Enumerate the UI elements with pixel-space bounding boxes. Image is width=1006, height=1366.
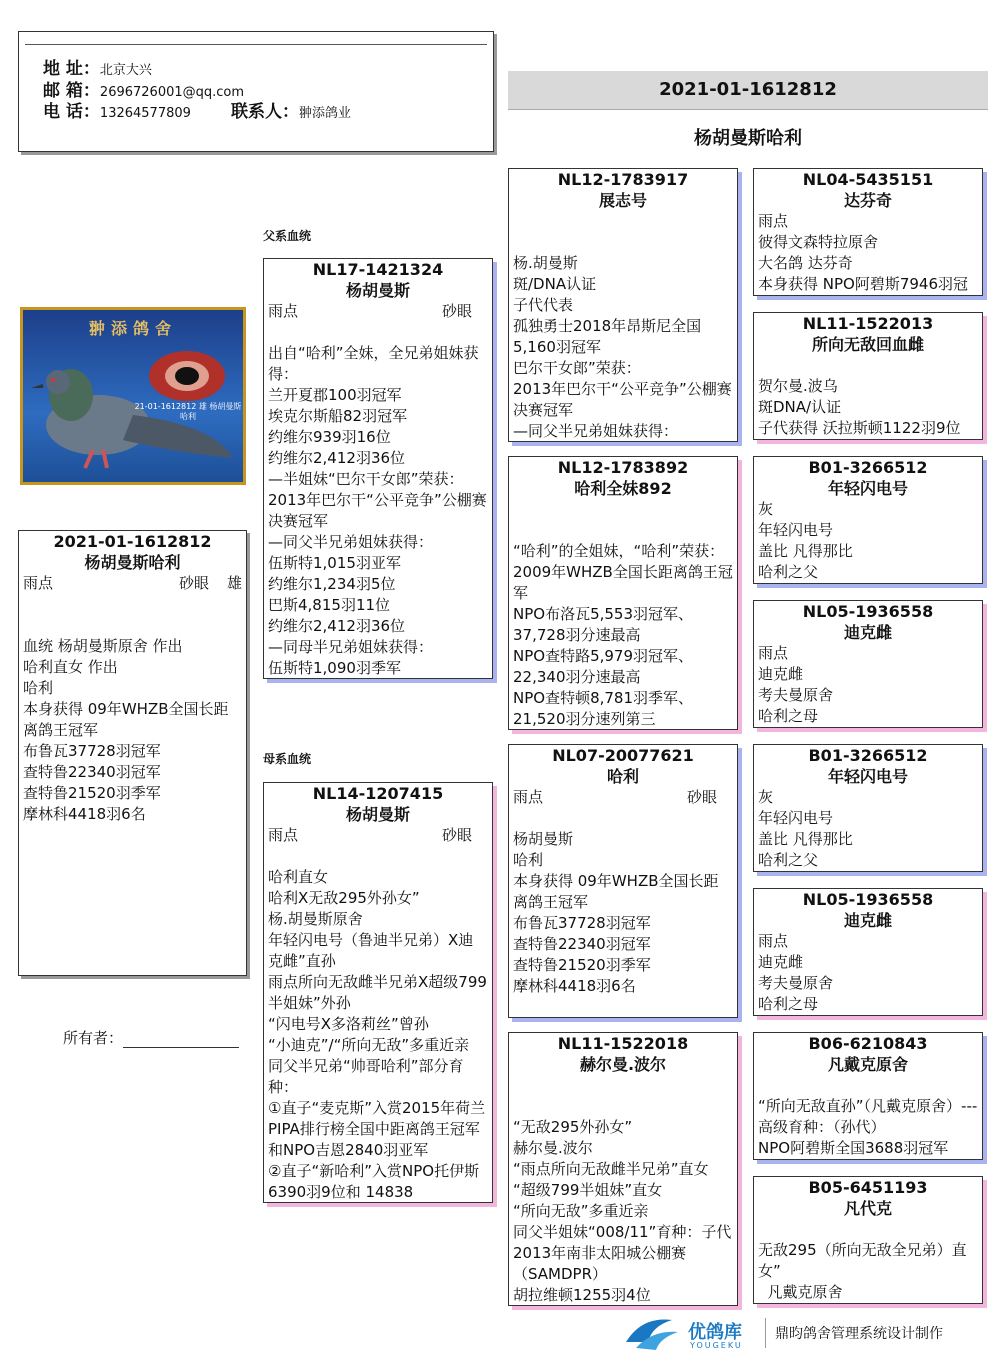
email-label: 邮 箱：: [43, 81, 100, 101]
dam-sire-ring: NL07-20077621: [552, 746, 694, 765]
sire-dam-name: 哈利全妹892: [574, 479, 672, 498]
dam-dam-name: 赫尔曼.波尔: [579, 1055, 667, 1074]
email-value: 2696726001@qq.com: [99, 85, 245, 100]
dam-section-label: 母系血统: [263, 752, 312, 766]
sire-dam-notes: “哈利”的全姐妹，“哈利”荣获： 2009年WHZB全国长距离鸽王冠军 NPO布洛瓦5,553羽冠军、37,728羽分速最高 NPO查特路5,979羽冠军、22,340羽分速最高 NPO查特顿8,781羽季军、21,520羽分速列第三: [513, 542, 733, 728]
gg-ring: B01-3266512: [808, 746, 928, 765]
contact-person-row: [231, 97, 351, 122]
dam-sire-traits: [509, 787, 737, 808]
sire-sire-notes: 杨.胡曼斯 斑/DNA认证 子代代表 孤独勇士2018年昂斯尼全国5,160羽冠军 巴尔干女郎”荣获： 2013年巴尔干“公平竞争”公棚赛决赛冠军 —同父半兄弟姐妹获得：: [513, 254, 732, 440]
gg-ring: NL11-1522013: [802, 314, 934, 333]
contact-person-value: 翀添鸽业: [299, 106, 352, 121]
sire-sire-ring: NL12-1783917: [557, 170, 689, 189]
gg-card-5: [753, 744, 983, 872]
title-name: 杨胡曼斯哈利: [694, 128, 802, 149]
gg-card-4: [753, 600, 983, 728]
sire-color: 雨点: [268, 302, 299, 320]
sire-eye: 砂眼: [441, 302, 472, 320]
subject-color: 雨点: [23, 574, 54, 592]
gg-ring: B06-6210843: [808, 1034, 928, 1053]
gg-name: 凡戴克原舍: [827, 1055, 908, 1074]
sire-name: 杨胡曼斯: [345, 281, 410, 300]
sire-dam-card: [508, 456, 738, 730]
dam-sire-eye: 砂眼: [686, 788, 717, 806]
sire-card: [263, 258, 493, 679]
gg-name: 年轻闪电号: [827, 767, 908, 786]
phone-row: [43, 97, 191, 122]
dam-dam-notes: “无敌295外孙女” 赫尔曼.波尔 “雨点所向无敌雌半兄弟”直女 “超级799半姐妹”直女 “所向无敌”多重近亲 同父半姐妹“008/11”育种：子代2013年南非太阳城公棚赛（SAMDPR） 胡拉维顿1255羽4位: [513, 1118, 732, 1304]
gg-card-6: [753, 888, 983, 1016]
photo-banner: 翀添鸽舍: [88, 319, 177, 338]
gg-name: 迪克雌: [843, 623, 892, 642]
dam-dam-ring: NL11-1522018: [557, 1034, 689, 1053]
sire-section-label: 父系血统: [263, 229, 312, 243]
gg-notes: 灰 年轻闪电号 盖比 凡得那比 哈利之父: [758, 788, 853, 869]
gg-notes: 雨点 彼得文森特拉原舍 大名鸽 达芬奇 本身获得 NPO阿碧斯7946羽冠: [758, 212, 969, 293]
subject-card: [18, 530, 247, 976]
address-label: 地 址：: [43, 59, 100, 79]
gg-name: 所向无敌回血雌: [811, 335, 924, 354]
address-value: 北京大兴: [99, 63, 152, 78]
gg-card-2: [753, 312, 983, 440]
phone-label: 电 话：: [43, 102, 100, 122]
eye-image: [147, 350, 227, 402]
contact-box: [18, 31, 494, 152]
phone-value: 13264577809: [99, 106, 191, 121]
gg-name: 达芬奇: [843, 191, 892, 210]
photo-caption: 21-01-1612812 雄 杨胡曼斯哈利: [134, 402, 242, 421]
title-ring: 2021-01-1612812: [659, 79, 837, 100]
gg-notes: 雨点 迪克雌 考夫曼原舍 哈利之母: [758, 932, 834, 1013]
dam-ring: NL14-1207415: [312, 784, 444, 803]
owner-line: [63, 1027, 239, 1048]
gg-card-8: [753, 1176, 983, 1304]
gg-notes: “所向无敌直孙”（凡戴克原舍）---高级育种：（孙代） NPO阿碧斯全国3688羽冠军: [758, 1097, 978, 1157]
gg-notes: 无敌295（所向无敌全兄弟）直女” 凡戴克原舍: [758, 1241, 967, 1301]
owner-label: 所有者：: [63, 1029, 124, 1047]
gg-name: 凡代克: [843, 1199, 892, 1218]
gg-notes: 雨点 迪克雌 考夫曼原舍 哈利之母: [758, 644, 834, 725]
sire-sire-name: 展志号: [598, 191, 647, 210]
gg-ring: NL04-5435151: [802, 170, 934, 189]
gg-name: 年轻闪电号: [827, 479, 908, 498]
logo-text: 优鸽库: [688, 1322, 742, 1343]
subject-name: 杨胡曼斯哈利: [84, 553, 181, 572]
subject-traits: [19, 573, 246, 594]
subject-sex: 雄: [226, 574, 242, 592]
subject-notes: 血统 杨胡曼斯原舍 作出 哈利直女 作出 哈利 本身获得 09年WHZB全国长距离鸽王冠军 布鲁瓦37728羽冠军 查特鲁22340羽冠军 查特鲁21520羽季军 摩林科4418羽6名: [23, 637, 229, 823]
dam-notes: 哈利直女 哈利X无敌295外孙女” 杨.胡曼斯原舍 年轻闪电号（鲁迪半兄弟）X迪克雌”直孙 雨点所向无敌雌半兄弟X超级799半姐妹”外孙 “闪电号X多洛莉丝”曾孙 “小迪克”/“所向无敌”多重近亲 同父半兄弟“帅哥哈利”部分育种： ①直子“麦克斯”入赏2015年荷兰PIPA排行榜全国中距离鸽王冠军和NPO吉恩2840羽亚军 ②直子“新哈利”入赏NPO托伊斯6390羽9位和 14838: [268, 868, 487, 1201]
logo-subtext: YOUGEKU: [690, 1341, 743, 1350]
sire-ring: NL17-1421324: [312, 260, 444, 279]
sire-traits: [264, 301, 492, 322]
sire-dam-ring: NL12-1783892: [557, 458, 689, 477]
dam-dam-card: [508, 1032, 738, 1306]
owner-blank: [123, 1031, 239, 1048]
gg-ring: B05-6451193: [808, 1178, 928, 1197]
dam-card: [263, 782, 493, 1203]
gg-ring: NL05-1936558: [802, 890, 934, 909]
logo-divider: [765, 1318, 766, 1348]
dam-sire-notes: 杨胡曼斯 哈利 本身获得 09年WHZB全国长距离鸽王冠军 布鲁瓦37728羽冠军 查特鲁22340羽冠军 查特鲁21520羽季军 摩林科4418羽6名: [513, 830, 719, 995]
dam-traits: [264, 825, 492, 846]
gg-ring: B01-3266512: [808, 458, 928, 477]
gg-card-1: [753, 168, 983, 296]
subject-ring: 2021-01-1612812: [53, 532, 212, 551]
dam-name: 杨胡曼斯: [345, 805, 410, 824]
dam-color: 雨点: [268, 826, 299, 844]
dam-sire-name: 哈利: [606, 767, 639, 786]
sire-sire-card: [508, 168, 738, 442]
gg-name: 迪克雌: [843, 911, 892, 930]
dam-sire-color: 雨点: [513, 788, 544, 806]
gg-notes: 贺尔曼.波乌 斑DNA/认证 子代获得 沃拉斯顿1122羽9位: [758, 377, 961, 437]
logo-icon: [622, 1312, 682, 1354]
contact-divider: [25, 44, 487, 45]
gg-notes: 灰 年轻闪电号 盖比 凡得那比 哈利之父: [758, 500, 853, 581]
gg-ring: NL05-1936558: [802, 602, 934, 621]
pigeon-photo: [20, 307, 246, 485]
gg-card-3: [753, 456, 983, 584]
sire-notes: 出自“哈利”全妹，全兄弟姐妹获得： 兰开夏郡100羽冠军 埃克尔斯船82羽冠军 约维尔939羽16位 约维尔2,412羽36位 —半姐妹“巴尔干女郎”荣获： 2013年巴尔干“公平竞争”公棚赛决赛冠军 —同父半兄弟姐妹获得： 伍斯特1,015羽亚军 约维尔1,234羽5位 巴斯4,815羽11位 约维尔2,412羽36位 —同母半兄弟姐妹获得： 伍斯特1,090羽季军: [268, 344, 487, 677]
contact-person-label: 联系人：: [231, 102, 299, 122]
dam-eye: 砂眼: [441, 826, 472, 844]
dam-sire-card: [508, 744, 738, 1018]
subject-eye: 砂眼: [178, 574, 209, 592]
gg-card-7: [753, 1032, 983, 1160]
credit-text: 鼎昀鸽舍管理系统设计制作: [775, 1326, 943, 1342]
